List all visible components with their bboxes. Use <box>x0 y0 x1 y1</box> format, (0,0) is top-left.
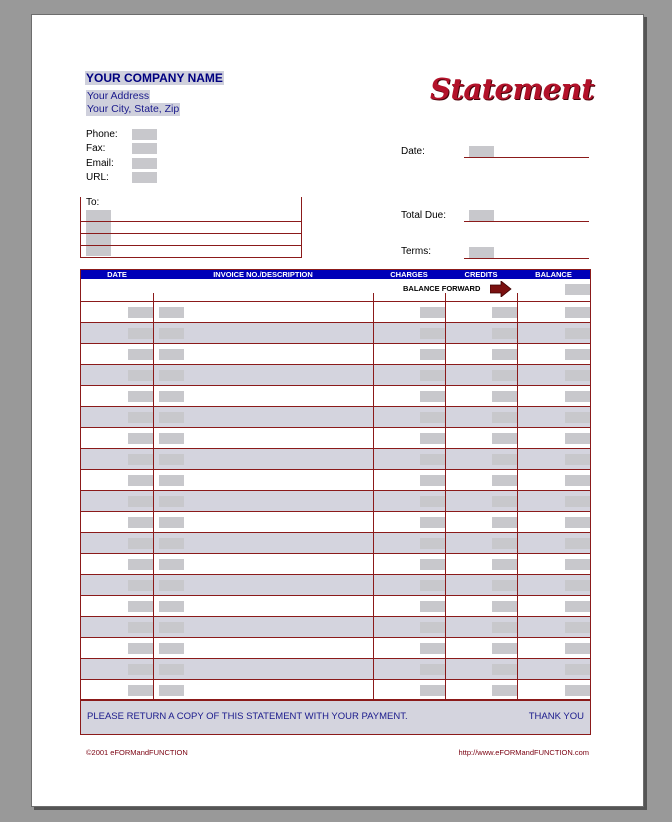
date-cell[interactable] <box>128 433 153 444</box>
to-line <box>81 221 301 222</box>
description-cell[interactable] <box>159 664 184 675</box>
table-row <box>81 449 590 470</box>
document-title: Statement <box>430 72 595 106</box>
balance-cell[interactable] <box>565 349 590 360</box>
date-cell[interactable] <box>128 412 153 423</box>
charges-cell[interactable] <box>420 475 445 486</box>
balance-cell[interactable] <box>565 454 590 465</box>
date-cell[interactable] <box>128 559 153 570</box>
total-due-underline <box>464 221 589 222</box>
balance-cell[interactable] <box>565 412 590 423</box>
description-cell[interactable] <box>159 517 184 528</box>
terms-underline <box>464 258 589 259</box>
date-cell[interactable] <box>128 580 153 591</box>
payment-notice: PLEASE RETURN A COPY OF THIS STATEMENT WITH YOUR PAYMENT. <box>87 711 408 722</box>
phone-label: Phone: <box>86 129 118 140</box>
date-cell[interactable] <box>128 370 153 381</box>
credits-cell[interactable] <box>492 622 517 633</box>
charges-cell[interactable] <box>420 643 445 654</box>
balance-cell[interactable] <box>565 433 590 444</box>
charges-cell[interactable] <box>420 622 445 633</box>
charges-cell[interactable] <box>420 328 445 339</box>
charges-cell[interactable] <box>420 307 445 318</box>
credits-cell[interactable] <box>492 685 517 696</box>
date-cell[interactable] <box>128 622 153 633</box>
table-row <box>81 470 590 491</box>
balance-cell[interactable] <box>565 370 590 381</box>
table-footer <box>81 699 590 734</box>
total-due-label: Total Due: <box>401 210 447 221</box>
description-cell[interactable] <box>159 349 184 360</box>
credits-cell[interactable] <box>492 391 517 402</box>
balance-cell[interactable] <box>565 664 590 675</box>
description-cell[interactable] <box>159 328 184 339</box>
fax-label: Fax: <box>86 143 106 154</box>
date-field[interactable] <box>469 146 494 157</box>
description-cell[interactable] <box>159 622 184 633</box>
charges-cell[interactable] <box>420 538 445 549</box>
terms-field[interactable] <box>469 247 494 258</box>
credits-cell[interactable] <box>492 307 517 318</box>
description-cell[interactable] <box>159 307 184 318</box>
table-row <box>81 365 590 386</box>
description-cell[interactable] <box>159 370 184 381</box>
table-header <box>81 270 590 279</box>
date-label: Date: <box>401 146 425 157</box>
company-city-state-zip: Your City, State, Zip <box>87 103 180 115</box>
credits-cell[interactable] <box>492 454 517 465</box>
table-row <box>81 344 590 365</box>
credits-cell[interactable] <box>492 433 517 444</box>
to-label: To: <box>86 197 100 208</box>
credits-cell[interactable] <box>492 664 517 675</box>
column-header-balance: BALANCE <box>535 270 572 279</box>
description-cell[interactable] <box>159 580 184 591</box>
balance-cell[interactable] <box>565 559 590 570</box>
balance-cell[interactable] <box>565 580 590 591</box>
balance-forward-row <box>81 279 590 302</box>
company-name: YOUR COMPANY NAME <box>86 71 223 85</box>
charges-cell[interactable] <box>420 664 445 675</box>
charges-cell[interactable] <box>420 349 445 360</box>
table-row <box>81 533 590 554</box>
balance-forward-label: BALANCE FORWARD <box>403 284 481 293</box>
date-cell[interactable] <box>128 643 153 654</box>
credits-cell[interactable] <box>492 517 517 528</box>
column-divider <box>517 293 518 699</box>
charges-cell[interactable] <box>420 601 445 612</box>
date-cell[interactable] <box>128 349 153 360</box>
table-row <box>81 617 590 638</box>
charges-cell[interactable] <box>420 559 445 570</box>
table-row <box>81 323 590 344</box>
table-row <box>81 680 590 701</box>
charges-cell[interactable] <box>420 433 445 444</box>
url-label: URL: <box>86 172 109 183</box>
date-underline <box>464 157 589 158</box>
credits-cell[interactable] <box>492 601 517 612</box>
url-field[interactable] <box>132 172 157 183</box>
balance-cell[interactable] <box>565 307 590 318</box>
charges-cell[interactable] <box>420 580 445 591</box>
table-row <box>81 491 590 512</box>
table-row <box>81 638 590 659</box>
description-cell[interactable] <box>159 454 184 465</box>
balance-cell[interactable] <box>565 685 590 696</box>
credits-cell[interactable] <box>492 475 517 486</box>
credits-cell[interactable] <box>492 559 517 570</box>
fax-field[interactable] <box>132 143 157 154</box>
column-divider <box>373 293 374 699</box>
charges-cell[interactable] <box>420 496 445 507</box>
copyright-text: ©2001 eFORMandFUNCTION <box>86 748 188 757</box>
description-cell[interactable] <box>159 412 184 423</box>
table-row <box>81 386 590 407</box>
date-cell[interactable] <box>128 328 153 339</box>
description-cell[interactable] <box>159 433 184 444</box>
balance-cell[interactable] <box>565 601 590 612</box>
date-cell[interactable] <box>128 391 153 402</box>
column-header-charges: CHARGES <box>390 270 428 279</box>
charges-cell[interactable] <box>420 370 445 381</box>
credits-cell[interactable] <box>492 328 517 339</box>
balance-cell[interactable] <box>565 643 590 654</box>
table-row <box>81 512 590 533</box>
credits-cell[interactable] <box>492 349 517 360</box>
credits-cell[interactable] <box>492 643 517 654</box>
charges-cell[interactable] <box>420 517 445 528</box>
table-row <box>81 596 590 617</box>
description-cell[interactable] <box>159 391 184 402</box>
bill-to-box <box>80 197 302 258</box>
description-cell[interactable] <box>159 496 184 507</box>
date-cell[interactable] <box>128 475 153 486</box>
column-header-description: INVOICE NO./DESCRIPTION <box>213 270 313 279</box>
credits-cell[interactable] <box>492 370 517 381</box>
column-header-date: DATE <box>107 270 127 279</box>
to-line <box>81 245 301 246</box>
table-row <box>81 428 590 449</box>
date-cell[interactable] <box>128 307 153 318</box>
table-row <box>81 302 590 323</box>
description-cell[interactable] <box>159 685 184 696</box>
description-cell[interactable] <box>159 559 184 570</box>
column-divider <box>445 293 446 699</box>
balance-cell[interactable] <box>565 517 590 528</box>
balance-forward-field[interactable] <box>565 284 590 295</box>
description-cell[interactable] <box>159 538 184 549</box>
balance-cell[interactable] <box>565 391 590 402</box>
date-cell[interactable] <box>128 664 153 675</box>
charges-cell[interactable] <box>420 412 445 423</box>
total-due-field[interactable] <box>469 210 494 221</box>
email-field[interactable] <box>132 158 157 169</box>
credits-cell[interactable] <box>492 538 517 549</box>
date-cell[interactable] <box>128 685 153 696</box>
balance-cell[interactable] <box>565 538 590 549</box>
website-link[interactable]: http://www.eFORMandFUNCTION.com <box>458 748 589 757</box>
table-row <box>81 575 590 596</box>
table-row <box>81 659 590 680</box>
balance-cell[interactable] <box>565 622 590 633</box>
column-header-credits: CREDITS <box>464 270 498 279</box>
company-address: Your Address <box>87 90 150 102</box>
balance-cell[interactable] <box>565 328 590 339</box>
credits-cell[interactable] <box>492 496 517 507</box>
statement-table <box>80 269 591 735</box>
description-cell[interactable] <box>159 601 184 612</box>
charges-cell[interactable] <box>420 391 445 402</box>
description-cell[interactable] <box>159 643 184 654</box>
date-cell[interactable] <box>128 601 153 612</box>
date-cell[interactable] <box>128 496 153 507</box>
thank-you-text: THANK YOU <box>528 711 584 722</box>
charges-cell[interactable] <box>420 454 445 465</box>
to-line <box>81 233 301 234</box>
column-divider <box>153 293 154 699</box>
credits-cell[interactable] <box>492 412 517 423</box>
charges-cell[interactable] <box>420 685 445 696</box>
table-row <box>81 407 590 428</box>
statement-page <box>31 14 644 807</box>
credits-cell[interactable] <box>492 580 517 591</box>
date-cell[interactable] <box>128 454 153 465</box>
date-cell[interactable] <box>128 538 153 549</box>
date-cell[interactable] <box>128 517 153 528</box>
table-row <box>81 554 590 575</box>
balance-cell[interactable] <box>565 496 590 507</box>
balance-cell[interactable] <box>565 475 590 486</box>
description-cell[interactable] <box>159 475 184 486</box>
arrow-right-icon <box>490 281 512 297</box>
terms-label: Terms: <box>401 246 431 257</box>
phone-field[interactable] <box>132 129 157 140</box>
email-label: Email: <box>86 158 114 169</box>
